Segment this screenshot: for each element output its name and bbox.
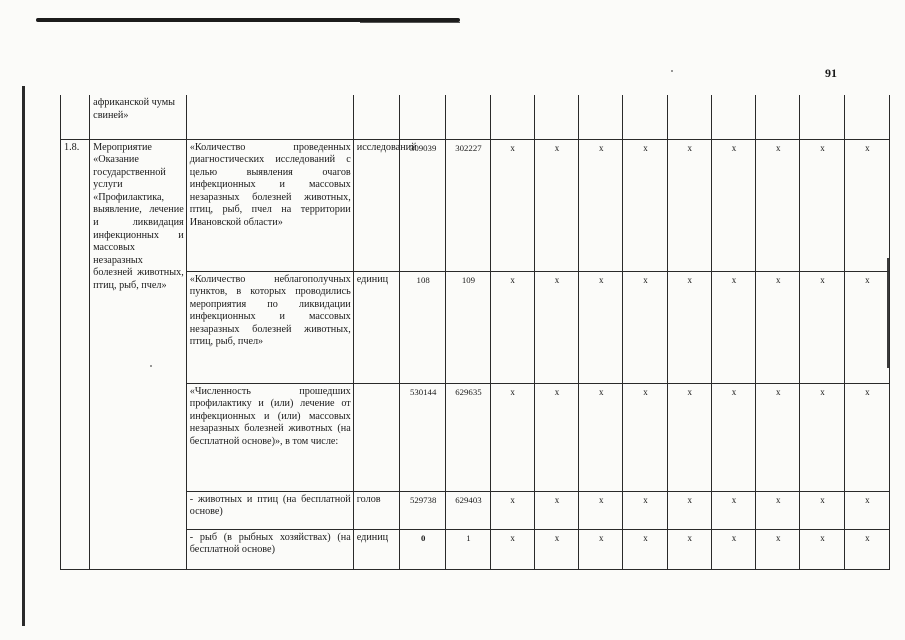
mark-cell: х (579, 491, 623, 529)
mark-cell: х (490, 139, 534, 271)
value-cell: 109 (446, 271, 490, 383)
indicator-text: «Количество неблагополучных пунктов, в которых проводились мероприятия по ликвидации инфекционных и массовых незаразных болезней животных, птиц, рыб, пчел» (186, 271, 353, 383)
value-cell: 629635 (446, 383, 490, 491)
mark-cell: х (756, 139, 800, 271)
mark-cell: х (623, 383, 667, 491)
mark-cell: х (711, 139, 755, 271)
value-cell: 530144 (400, 383, 446, 491)
indicator-text: «Численность прошедших профилактику и (или) лечение от инфекционных и (или) массовых незаразных болезней животных (на бесплатной основе)», в том числе: (186, 383, 353, 491)
mark-cell: х (756, 491, 800, 529)
continuation-text: африканской чумы свиней» (90, 95, 187, 139)
mark-cell: х (711, 383, 755, 491)
unit-cell (353, 383, 399, 491)
mark-cell: х (579, 139, 623, 271)
mark-cell: х (844, 271, 889, 383)
mark-cell: х (711, 491, 755, 529)
mark-cell: х (579, 271, 623, 383)
top-rule-thin (360, 22, 460, 23)
mark-cell: х (534, 139, 578, 271)
mark-cell: х (800, 491, 844, 529)
mark-cell: х (579, 529, 623, 569)
mark-cell: х (490, 271, 534, 383)
mark-cell: х (534, 529, 578, 569)
mark-cell: х (667, 383, 711, 491)
unit-cell: голов (353, 491, 399, 529)
mark-cell: х (490, 383, 534, 491)
mark-cell: х (800, 383, 844, 491)
unit-cell: единиц (353, 529, 399, 569)
mark-cell: х (623, 139, 667, 271)
mark-cell: х (711, 271, 755, 383)
mark-cell: х (756, 271, 800, 383)
value-cell: 108 (400, 271, 446, 383)
mark-cell: х (756, 383, 800, 491)
value-cell: 629403 (446, 491, 490, 529)
mark-cell: х (490, 529, 534, 569)
mark-cell: х (667, 529, 711, 569)
indicator-text: «Количество проведенных диагностических исследований с целью выявления очагов инфекционных и массовых незаразных болезней животных, птиц, рыб, пчел на территории Ивановской области» (186, 139, 353, 271)
continuation-row (61, 95, 890, 139)
mark-cell: х (667, 139, 711, 271)
table-row (61, 139, 890, 271)
mark-cell: х (623, 529, 667, 569)
value-cell: 529738 (400, 491, 446, 529)
mark-cell: х (490, 491, 534, 529)
indicator-text: - рыб (в рыбных хозяйствах) (на бесплатной основе) (186, 529, 353, 569)
mark-cell: х (534, 383, 578, 491)
mark-cell: х (844, 139, 889, 271)
mark-cell: х (800, 529, 844, 569)
value-cell: 302227 (446, 139, 490, 271)
mark-cell: х (800, 139, 844, 271)
mark-cell: х (667, 271, 711, 383)
mark-cell: х (844, 529, 889, 569)
mark-cell: х (534, 491, 578, 529)
mark-cell: х (711, 529, 755, 569)
mark-cell: х (667, 491, 711, 529)
scan-speck (671, 70, 673, 72)
unit-cell: исследований (353, 139, 399, 271)
mark-cell: х (579, 383, 623, 491)
page-left-edge (22, 86, 25, 626)
mark-cell: х (844, 491, 889, 529)
value-cell: 1 (446, 529, 490, 569)
value-cell: 0 (400, 529, 446, 569)
activity-index: 1.8. (61, 139, 90, 569)
indicator-text: - животных и птиц (на бесплатной основе) (186, 491, 353, 529)
mark-cell: х (844, 383, 889, 491)
mark-cell: х (756, 529, 800, 569)
data-table (60, 95, 890, 570)
activity-name: Мероприятие «Оказание государственной услуги «Профилактика, выявление, лечение и ликвидация инфекционных и массовых незаразных болезней животных, птиц, рыб, пчел» (90, 139, 187, 569)
value-cell: 309039 (400, 139, 446, 271)
page-number: 91 (825, 66, 837, 80)
unit-cell: единиц (353, 271, 399, 383)
mark-cell: х (623, 271, 667, 383)
mark-cell: х (800, 271, 844, 383)
cell-index (61, 95, 90, 139)
mark-cell: х (534, 271, 578, 383)
mark-cell: х (623, 491, 667, 529)
